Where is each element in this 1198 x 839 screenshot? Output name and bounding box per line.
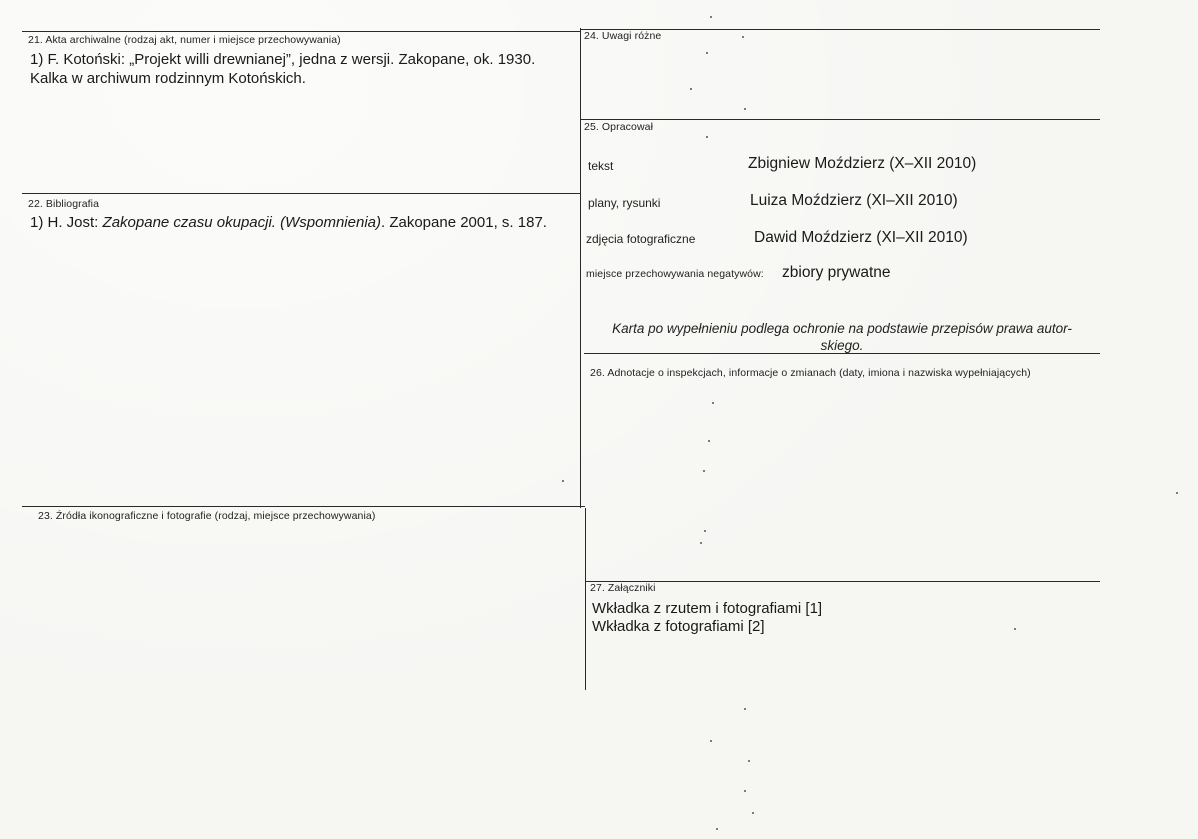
scan-speck (703, 470, 705, 472)
negatives-label: miejsce przechowywania negatywów: (586, 268, 764, 280)
section-22-label: 22. Bibliografia (28, 198, 100, 210)
scan-speck (748, 760, 750, 762)
section-21-entry-line-1: 1) F. Kotoński: „Projekt willi drewnianej”, jedna z wersji. Zakopane, ok. 1930. (30, 51, 536, 68)
section-22-entry-title: Zakopane czasu okupacji. (Wspomnienia) (102, 214, 381, 231)
scan-speck (752, 812, 754, 814)
scan-speck (706, 136, 708, 138)
attachment-item-2: Wkładka z fotografiami [2] (592, 618, 765, 635)
section-25-label: 25. Opracował (584, 121, 654, 133)
section-22-entry-suffix: . Zakopane 2001, s. 187. (381, 214, 547, 231)
scan-speck (704, 530, 706, 532)
column-divider (580, 28, 581, 508)
scan-speck (710, 16, 712, 18)
scan-speck (562, 480, 564, 482)
scan-speck (712, 402, 714, 404)
attachment-item-1: Wkładka z rzutem i fotografiami [1] (592, 600, 823, 617)
scan-speck (742, 36, 744, 38)
copyright-note-line-2: skiego. (820, 338, 864, 353)
person-tekst: Zbigniew Moździerz (X–XII 2010) (748, 155, 977, 172)
scan-speck (710, 740, 712, 742)
section-21-rule (22, 31, 580, 32)
scan-speck (700, 542, 702, 544)
column-divider-lower (585, 508, 586, 690)
scan-speck (1014, 628, 1016, 630)
person-zdjecia: Dawid Moździerz (XI–XII 2010) (754, 229, 968, 246)
role-zdjecia: zdjęcia fotograficzne (586, 232, 696, 246)
section-27-rule (586, 581, 1100, 582)
section-22-entry-prefix: 1) H. Jost: (30, 214, 103, 231)
section-21-entry-line-2: Kalka w archiwum rodzinnym Kotońskich. (30, 70, 306, 87)
section-26-label: 26. Adnotacje o inspekcjach, informacje o zmianach (daty, imiona i nazwiska wypełniających) (590, 367, 1031, 379)
section-25-rule (580, 119, 1100, 120)
role-tekst: tekst (588, 159, 614, 173)
scan-speck (744, 708, 746, 710)
scan-speck (1176, 492, 1178, 494)
scan-speck (744, 108, 746, 110)
scan-speck (706, 52, 708, 54)
copyright-note (586, 320, 1098, 354)
section-27-label: 27. Załączniki (590, 582, 656, 594)
section-22-rule (22, 193, 580, 194)
section-22-entry (30, 213, 547, 232)
section-21-label: 21. Akta archiwalne (rodzaj akt, numer i miejsce przechowywania) (28, 34, 341, 46)
scan-speck (716, 828, 718, 830)
role-plany-rysunki: plany, rysunki (588, 196, 661, 210)
scan-speck (708, 440, 710, 442)
section-23-rule (22, 506, 585, 507)
negatives-value: zbiory prywatne (782, 264, 891, 281)
copyright-note-line-1: Karta po wypełnieniu podlega ochronie na podstawie przepisów prawa autor- (612, 321, 1072, 336)
person-plany-rysunki: Luiza Moździerz (XI–XII 2010) (750, 192, 958, 209)
section-23-label: 23. Źródła ikonograficzne i fotografie (rodzaj, miejsce przechowywania) (38, 510, 376, 522)
section-24-label: 24. Uwagi różne (584, 30, 662, 42)
scan-speck (690, 88, 692, 90)
scan-speck (744, 790, 746, 792)
